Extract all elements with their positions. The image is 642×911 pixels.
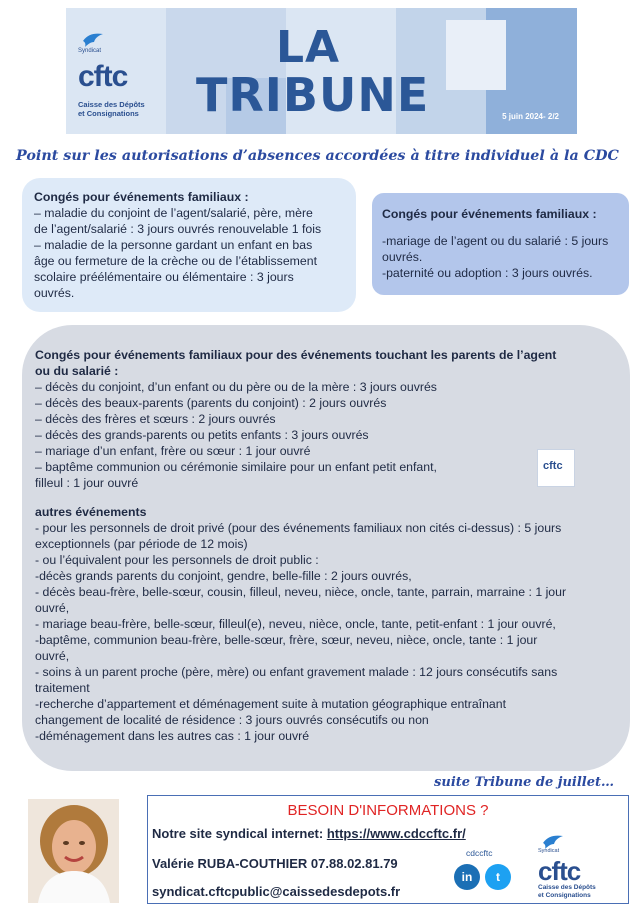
- others-heading: autres événements: [35, 505, 147, 519]
- family-leave-box-1: [22, 178, 356, 312]
- box-line: ouvrés.: [34, 286, 75, 300]
- box-line: – décès des beaux-parents (parents du conjoint) : 2 jours ouvrés: [35, 396, 387, 410]
- contact-info-box: [147, 795, 629, 904]
- logo-wordmark: cftc: [78, 60, 128, 93]
- header-banner: [66, 8, 577, 134]
- twitter-icon[interactable]: t: [485, 864, 511, 890]
- box-line: âge ou fermeture de la crèche ou de l’établissement: [34, 254, 317, 268]
- page-subtitle: Point sur les autorisations d’absences accordées à titre individuel à la CDC: [16, 148, 619, 164]
- box-line: filleul : 1 jour ouvré: [35, 476, 139, 490]
- cftc-logo: [66, 8, 166, 134]
- box-line: – mariage d’un enfant, frère ou sœur : 1 jour ouvré: [35, 444, 311, 458]
- social-handle: cdccftc: [466, 848, 493, 858]
- box-line: traitement: [35, 681, 90, 695]
- box-line: -mariage de l’agent ou du salarié : 5 jours: [382, 234, 609, 248]
- mini-logo-text: cftc: [543, 460, 563, 472]
- box-line: – décès du conjoint, d’un enfant ou du père ou de la mère : 3 jours ouvrés: [35, 380, 437, 394]
- box-line: -paternité ou adoption : 3 jours ouvrés.: [382, 266, 593, 280]
- box-line: scolaire préélémentaire ou élémentaire : 3 jours: [34, 270, 294, 284]
- title-la: LA: [276, 22, 341, 73]
- box-line: ouvré,: [35, 649, 70, 663]
- portrait-image: [28, 799, 119, 903]
- title-tribune: TRIBUNE: [196, 68, 430, 122]
- box-line: - ou l’équivalent pour les personnels de droit public :: [35, 553, 319, 567]
- box-line: - soins à un parent proche (père, mère) ou enfant gravement malade : 12 jours consécutifs sans: [35, 665, 558, 679]
- box-line: -baptême, communion beau-frère, belle-sœur, frère, sœur, neveu, nièce, oncle, tante : 1 jour: [35, 633, 538, 647]
- box-line: – baptême communion ou cérémonie similaire pour un enfant petit enfant,: [35, 460, 437, 474]
- contact-photo: [28, 799, 119, 903]
- box-line: – maladie du conjoint de l’agent/salarié, père, mère: [34, 206, 313, 220]
- contact-email[interactable]: syndicat.cftcpublic@caissedesdepots.fr: [152, 884, 401, 899]
- site-line: [152, 826, 466, 841]
- box-line: -recherche d’appartement et déménagement suite à mutation géographique entraînant: [35, 697, 507, 711]
- continued-note: suite Tribune de juillet…: [434, 775, 614, 790]
- box-line: - pour les personnels de droit privé (pour des événements familiaux non cités ci-dessus) : 5 jours: [35, 521, 562, 535]
- box-line: -décès grands parents du conjoint, gendre, belle-fille : 2 jours ouvrés,: [35, 569, 412, 583]
- box-line: -déménagement dans les autres cas : 1 jour ouvré: [35, 729, 310, 743]
- logo-small-text: Syndicat: [538, 848, 560, 854]
- box-heading: Congés pour événements familiaux pour des événements touchant les parents de l’agent: [35, 348, 557, 362]
- logo-subtitle: [538, 884, 596, 900]
- box-line: changement de localité de résidence : 3 jours ouvrés consécutifs ou non: [35, 713, 429, 727]
- box-heading: ou du salarié :: [35, 364, 119, 378]
- logo-wordmark: cftc: [538, 856, 581, 886]
- logo-subtitle-line: et Consignations: [78, 109, 139, 118]
- box-line: de l’agent/salarié : 3 jours ouvrés renouvelable 1 fois: [34, 222, 322, 236]
- site-label: Notre site syndical internet:: [152, 826, 327, 841]
- box-line: ouvré,: [35, 601, 70, 615]
- logo-subtitle-line: Caisse des Dépôts: [538, 884, 596, 891]
- logo-subtitle-line: Caisse des Dépôts: [78, 100, 145, 109]
- logo-subtitle-line: et Consignations: [538, 892, 591, 899]
- logo-subtitle: [78, 100, 145, 118]
- banner-block: [446, 20, 506, 90]
- mini-cftc-logo: [537, 449, 575, 487]
- family-leave-box-2: [372, 193, 629, 295]
- issue-date: 5 juin 2024- 2/2: [502, 112, 559, 121]
- linkedin-icon[interactable]: in: [454, 864, 480, 890]
- box-line: – décès des frères et sœurs : 2 jours ouvrés: [35, 412, 276, 426]
- contact-name-phone: Valérie RUBA-COUTHIER 07.88.02.81.79: [152, 856, 398, 871]
- box-heading: Congés pour événements familiaux :: [34, 190, 249, 204]
- cftc-logo-footer: [538, 834, 618, 902]
- box-line: – maladie de la personne gardant un enfant en bas: [34, 238, 313, 252]
- box-line: - décès beau-frère, belle-sœur, cousin, filleul, neveu, nièce, oncle, tante, parrain, marraine : 1 jour: [35, 585, 567, 599]
- box-line: exceptionnels (par période de 12 mois): [35, 537, 248, 551]
- box-line: - mariage beau-frère, belle-sœur, filleul(e), neveu, nièce, oncle, tante, petit-enfant : 1 jour ouvré,: [35, 617, 556, 631]
- family-events-box: [22, 325, 630, 771]
- box-line: ouvrés.: [382, 250, 423, 264]
- dove-icon: [82, 32, 104, 48]
- box-line: – décès des grands-parents ou petits enfants : 3 jours ouvrés: [35, 428, 369, 442]
- box-heading: Congés pour événements familiaux :: [382, 207, 597, 221]
- logo-small-text: Syndicat: [78, 48, 102, 54]
- site-link[interactable]: https://www.cdccftc.fr/: [326, 826, 466, 841]
- info-title: BESOIN D'INFORMATIONS ?: [287, 802, 489, 819]
